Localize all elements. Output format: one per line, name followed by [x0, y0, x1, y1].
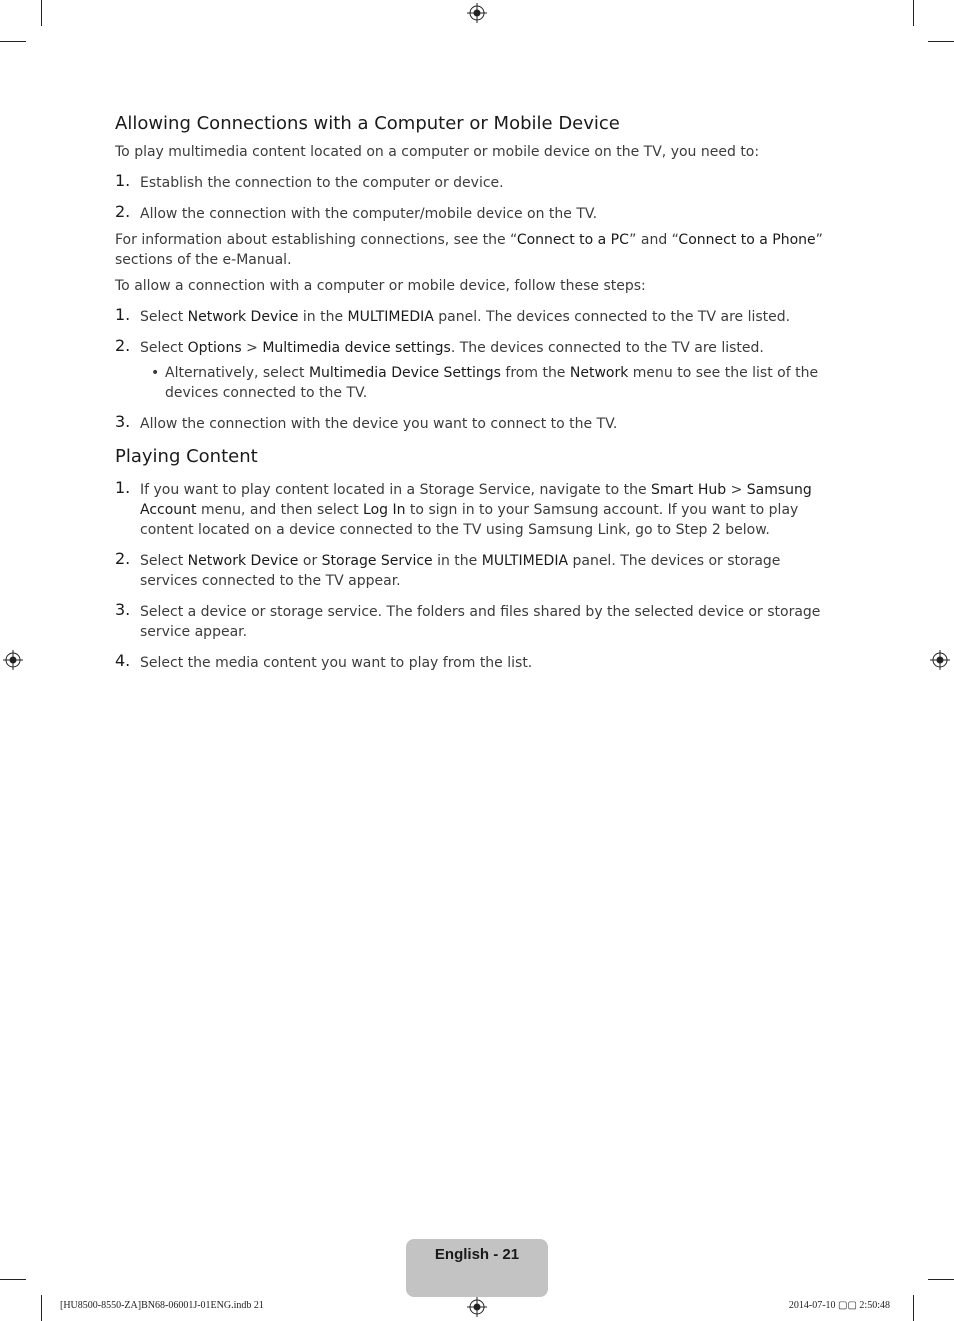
step-number: 2. — [115, 549, 131, 568]
step-number: 1. — [115, 478, 131, 497]
print-slug-left: [HU8500-8550-ZA]BN68-06001J-01ENG.indb 21 — [60, 1300, 264, 1311]
menu-term: Smart Hub — [651, 482, 727, 498]
step-number: 1. — [115, 305, 131, 324]
text-run: Alternatively, select — [165, 365, 309, 381]
step-number: 1. — [115, 171, 131, 190]
text-run: If you want to play content located in a Storage Service, navigate to the — [140, 482, 652, 498]
list-item — [115, 414, 835, 434]
text-run: panel. The devices connected to the TV are listed. — [433, 309, 791, 325]
text-run: Select — [140, 553, 188, 569]
steps-list — [115, 307, 835, 434]
list-item — [115, 653, 835, 673]
menu-term: Network Device — [187, 309, 299, 325]
page-number-label: English - 21 — [434, 1246, 520, 1263]
menu-term: Samsung Account — [140, 482, 812, 518]
crop-mark — [928, 41, 954, 42]
menu-term: Network Device — [187, 553, 299, 569]
chevron-right-icon: > — [726, 482, 747, 498]
text-run: in the — [298, 309, 348, 325]
chevron-right-icon: > — [241, 340, 263, 356]
steps-list — [115, 480, 835, 673]
list-item — [115, 480, 835, 540]
bullet-icon: • — [151, 365, 160, 381]
text-run: or — [298, 553, 322, 569]
page-content — [115, 112, 835, 673]
text-run: Select — [140, 309, 188, 325]
print-slug-right: 2014-07-10 ▢▢ 2:50:48 — [788, 1300, 890, 1311]
text-run: in the — [432, 553, 482, 569]
crop-mark — [928, 1279, 954, 1280]
intro-paragraph: To play multimedia content located on a computer or mobile device on the TV, you need to: — [115, 144, 760, 160]
text-run: from the — [500, 365, 570, 381]
crop-mark — [0, 41, 26, 42]
text-run: menu to see the list of the devices connected to the TV. — [165, 365, 819, 401]
registration-mark-icon — [467, 1297, 487, 1317]
steps-list — [115, 173, 835, 224]
list-item — [115, 307, 835, 327]
step-text: Select the media content you want to play from the list. — [140, 655, 533, 671]
crop-mark — [913, 1295, 914, 1321]
list-item — [115, 338, 835, 403]
text-run: menu, and then select — [196, 502, 364, 518]
text-run: ” and “ — [629, 232, 679, 248]
step-number: 3. — [115, 600, 131, 619]
step-number: 4. — [115, 651, 131, 670]
text-run: to sign in to your Samsung account. If you want to play content located on a device connected to the TV using Samsung Link, go to Step 2 below. — [140, 502, 799, 538]
menu-term: Connect to a PC — [516, 232, 630, 248]
menu-term: Connect to a Phone — [678, 232, 816, 248]
list-item — [140, 363, 835, 403]
menu-term: Multimedia Device Settings — [308, 365, 501, 381]
step-text: Allow the connection with the computer/mobile device on the TV. — [140, 206, 598, 222]
sub-list — [140, 363, 835, 403]
crop-mark — [41, 0, 42, 26]
menu-term: Options — [187, 340, 242, 356]
list-item — [115, 173, 835, 193]
list-item — [115, 602, 835, 642]
menu-term: Network — [569, 365, 629, 381]
crop-mark — [0, 1279, 26, 1280]
intro-paragraph-2: To allow a connection with a computer or mobile device, follow these steps: — [115, 278, 646, 294]
step-text: Select a device or storage service. The folders and files shared by the selected device or storage service appear. — [140, 604, 821, 640]
menu-term: Multimedia device settings — [262, 340, 451, 356]
step-text: Establish the connection to the computer or device. — [140, 175, 504, 191]
step-number: 2. — [115, 336, 131, 355]
text-run: . The devices connected to the TV are listed. — [450, 340, 764, 356]
menu-term: MULTIMEDIA — [347, 309, 434, 325]
crop-mark — [41, 1295, 42, 1321]
crop-mark — [913, 0, 914, 26]
text-run: ” sections of the e-Manual. — [115, 232, 823, 268]
text-run: panel. The devices or storage services connected to the TV appear. — [140, 553, 781, 589]
menu-term: Log In — [363, 502, 406, 518]
section-heading-connections: Allowing Connections with a Computer or Mobile Device — [115, 113, 620, 134]
menu-term: Storage Service — [321, 553, 433, 569]
step-number: 2. — [115, 202, 131, 221]
section-heading-playing: Playing Content — [115, 446, 258, 467]
step-text: Allow the connection with the device you want to connect to the TV. — [140, 416, 618, 432]
list-item — [115, 204, 835, 224]
list-item — [115, 551, 835, 591]
text-run: Select — [140, 340, 188, 356]
registration-mark-icon — [467, 3, 487, 23]
registration-mark-icon — [930, 650, 950, 670]
info-paragraph — [115, 230, 835, 270]
menu-term: MULTIMEDIA — [481, 553, 569, 569]
registration-mark-icon — [3, 650, 23, 670]
text-run: For information about establishing connections, see the “ — [115, 232, 517, 248]
step-number: 3. — [115, 412, 131, 431]
